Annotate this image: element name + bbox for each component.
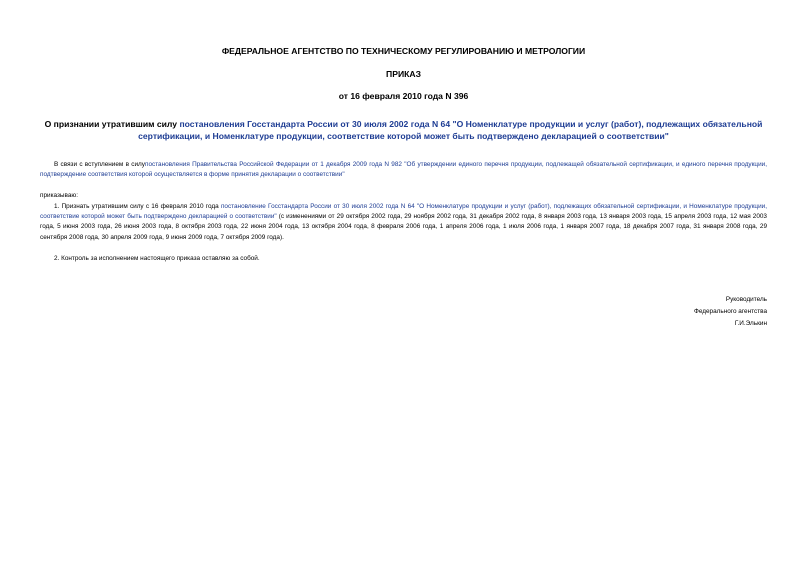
document-title [40,119,767,142]
item-1-suffix: (с изменениями от 29 октября 2002 года, 29 ноября 2002 года, 31 декабря 2002 года, 8 января 2003 года, 13 января 2003 года, 15 апреля 2003 года, 12 мая 2003 года, 5 июня 2003 года, 26 июня 2003 года, 8 октября 2003 года, 22 июня 2004 года, 13 октября 2004 года, 8 февраля 2006 года, 1 апреля 2006 года, 1 июля 2006 года, 1 января 2007 года, 18 декабря 2007 года, 31 января 2008 года, 29 сентября 2008 года, 30 апреля 2009 года, 9 июня 2009 года, 7 октября 2009 года). [40,213,767,241]
signature-position-line1: Руководитель [725,296,767,303]
item-1-paragraph [40,202,767,243]
decree-word: приказываю: [40,192,78,199]
document-type: ПРИКАЗ [386,69,421,79]
item-2-paragraph: 2. Контроль за исполнением настоящего приказа оставляю за собой. [54,255,260,262]
document-date-number: от 16 февраля 2010 года N 396 [338,91,469,101]
title-link[interactable]: постановления Госстандарта России от 30 июля 2002 года N 64 "О Номенклатуре продукции и услуг (работ), подлежащих обязательной сертификации, и Номенклатуре продукции, соответствие которой может быть подтверждено декларацией о соответствии" [138,119,763,141]
signature-position-line2: Федерального агентства [693,308,767,316]
intro-paragraph [40,160,767,180]
item-1-link[interactable]: постановление Госстандарта России от 30 июля 2002 года N 64 "О Номенклатуре продукции и услуг (работ), подлежащих обязательной сертификации, и Номенклатуре продукции, соответствие которой может быть подтверждено декларацией о соответствии" [40,203,767,221]
signature-block [694,294,767,331]
intro-link[interactable]: постановления Правительства Российской Федерации от 1 декабря 2009 года N 982 "Об утверждении единого перечня продукции, подлежащей обязательной сертификации, и единого перечня продукции, подтверждение соответствия которой осуществляется в форме принятия декларации о соответствии" [40,161,767,179]
item-1-prefix: 1. Признать утратившим силу с 16 февраля 2010 года [54,203,221,210]
intro-prefix: В связи с вступлением в силу [54,161,145,168]
agency-name: ФЕДЕРАЛЬНОЕ АГЕНТСТВО ПО ТЕХНИЧЕСКОМУ РЕГУЛИРОВАНИЮ И МЕТРОЛОГИИ [221,46,586,56]
signature-name: Г.И.Элькин [734,320,767,328]
title-prefix: О признании утратившим силу [44,119,180,129]
